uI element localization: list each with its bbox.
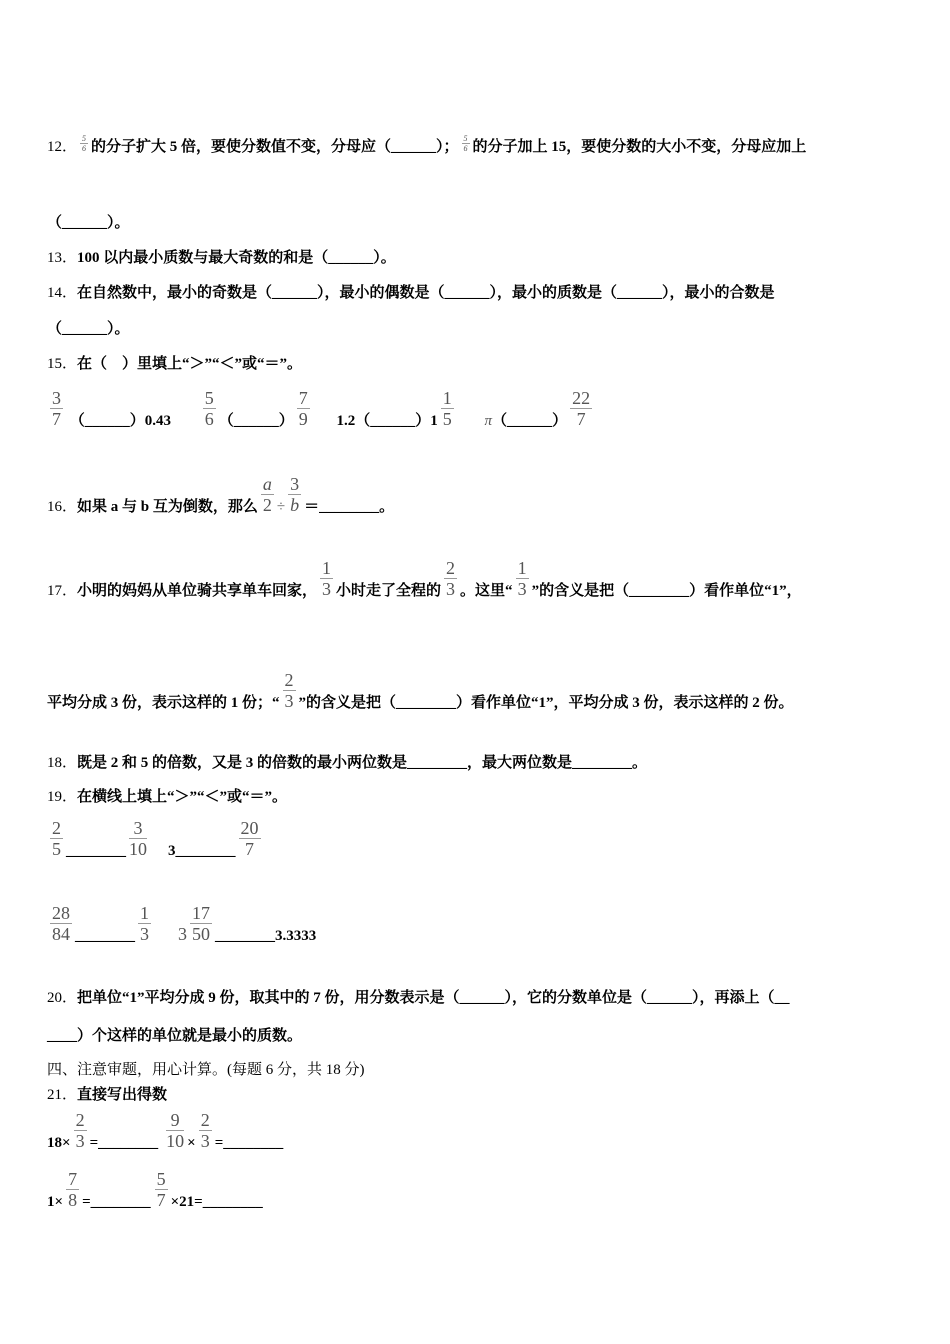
- question-text: 既是 2 和 5 的倍数，又是 3 的倍数的最小两位数是________，最大两位数是________。: [77, 755, 648, 771]
- expression: 18×: [47, 1135, 71, 1151]
- whole-number: 1: [430, 413, 438, 429]
- numerator: 5: [204, 388, 214, 408]
- answer-blank[interactable]: =________: [82, 1194, 151, 1210]
- denominator: 3: [322, 579, 332, 599]
- question-text: ”的含义是把（________）看作单位“1”，: [531, 583, 802, 599]
- answer-blank[interactable]: ________: [175, 843, 236, 859]
- fraction: [138, 903, 151, 944]
- question-15: [47, 355, 302, 373]
- question-number: 13．: [47, 250, 78, 266]
- question-text: 把单位“1”平均分成 9 份，取其中的 7 份，用分数表示是（______），它的分数单位是（______），再添上（__: [77, 990, 790, 1006]
- fraction: [288, 474, 301, 515]
- denominator: 6: [463, 144, 468, 153]
- numerator: 2: [75, 1110, 85, 1130]
- question-number: 20．: [47, 990, 78, 1006]
- answer-blank[interactable]: ×21=________: [170, 1194, 263, 1210]
- denominator: b: [290, 495, 300, 515]
- question-text: 。这里“: [460, 583, 513, 599]
- denominator: 7: [576, 409, 586, 429]
- numerator: 9: [166, 1110, 184, 1131]
- times-sign: ×: [187, 1135, 196, 1151]
- denominator: 3: [75, 1131, 85, 1151]
- numerator: 1: [442, 388, 452, 408]
- question-17: [47, 558, 802, 600]
- denominator: 7: [156, 1190, 166, 1210]
- question-text: 在（ ）里填上“＞”“＜”或“＝”。: [77, 356, 303, 372]
- answer-blank[interactable]: （______）: [492, 413, 568, 429]
- numerator: 1: [517, 558, 527, 578]
- question-text: 如果 a 与 b 互为倒数，那么: [77, 499, 258, 515]
- question-19-row-2: [47, 903, 316, 945]
- question-21: [47, 1086, 167, 1104]
- answer-blank[interactable]: （______）: [69, 413, 145, 429]
- denominator: 10: [166, 1131, 185, 1151]
- question-number: 19．: [47, 789, 78, 805]
- question-number: 21．: [47, 1087, 78, 1103]
- denominator: 9: [298, 409, 308, 429]
- answer-blank[interactable]: ________: [75, 928, 135, 944]
- fraction: [155, 1169, 168, 1210]
- question-14: [47, 284, 775, 302]
- fraction: [444, 558, 457, 599]
- denominator: 50: [192, 924, 210, 944]
- divide-sign: ÷: [276, 499, 286, 515]
- question-number: 17．: [47, 583, 78, 599]
- answer-blank[interactable]: =________: [214, 1135, 284, 1151]
- fraction: [50, 818, 63, 859]
- whole-number: 3: [178, 924, 187, 944]
- question-text: 小明的妈妈从单位骑共享单车回家，: [77, 583, 318, 599]
- denominator: 3: [517, 579, 527, 599]
- fraction: [203, 388, 216, 429]
- fraction: [129, 818, 147, 859]
- numerator: 7: [298, 388, 308, 408]
- denominator: 3: [284, 691, 294, 711]
- denominator: 3: [446, 579, 456, 599]
- question-13: [47, 249, 396, 267]
- denominator: 3: [200, 1131, 210, 1151]
- value: 3: [168, 843, 176, 859]
- numerator: 3: [52, 388, 61, 408]
- fraction: [80, 134, 88, 153]
- numerator: a: [262, 474, 272, 494]
- question-text: 小时走了全程的: [336, 583, 442, 599]
- fraction: [50, 903, 72, 944]
- denominator: 5: [442, 409, 452, 429]
- numerator: 1: [140, 903, 149, 923]
- denominator: 6: [82, 144, 87, 153]
- numerator: 5: [82, 134, 87, 143]
- question-number: 14．: [47, 285, 78, 301]
- denominator: 7: [245, 839, 254, 859]
- fraction: [516, 558, 529, 599]
- question-text: ”的含义是把（________）看作单位“1”，平均分成 3 份，表示这样的 2 份。: [298, 695, 794, 711]
- answer-blank[interactable]: =________: [89, 1135, 159, 1151]
- answer-blank[interactable]: ＝________。: [304, 499, 395, 515]
- question-12: [47, 134, 806, 156]
- fraction: [570, 388, 592, 429]
- value: 0.43: [144, 413, 172, 429]
- numerator: 20: [240, 818, 259, 838]
- question-number: 15．: [47, 356, 78, 372]
- fraction: [297, 388, 310, 429]
- fraction: [50, 388, 63, 429]
- question-text: 直接写出得数: [77, 1087, 168, 1103]
- numerator: 3: [290, 474, 300, 494]
- answer-blank[interactable]: （______）: [218, 413, 294, 429]
- question-19-row-1: [47, 818, 264, 860]
- question-21-row-2: [47, 1169, 263, 1211]
- fraction: [166, 1110, 184, 1151]
- fraction: [66, 1169, 79, 1210]
- value: 1.2: [336, 413, 356, 429]
- answer-blank[interactable]: ________: [66, 843, 126, 859]
- numerator: 5: [156, 1169, 166, 1189]
- fraction: [239, 818, 261, 859]
- denominator: 84: [52, 924, 70, 944]
- question-number: 16．: [47, 499, 78, 515]
- answer-blank[interactable]: ________: [215, 928, 275, 944]
- numerator: 28: [52, 903, 70, 923]
- question-17-cont: [47, 670, 794, 712]
- section-heading: 四、注意审题，用心计算。(每题 6 分，共 18 分): [47, 1062, 365, 1078]
- denominator: 8: [68, 1190, 78, 1210]
- denominator: 5: [52, 839, 61, 859]
- question-20: [47, 989, 790, 1007]
- question-14-cont: （______）。: [47, 321, 130, 337]
- numerator: 5: [463, 134, 468, 143]
- question-text: 100 以内最小质数与最大奇数的和是（______）。: [77, 250, 396, 266]
- question-21-row-1: [47, 1110, 283, 1152]
- numerator: 7: [68, 1169, 78, 1189]
- question-text: 在自然数中，最小的奇数是（______），最小的偶数是（______），最小的质数是（______），最小的合数是: [77, 285, 775, 301]
- answer-blank[interactable]: （______）: [355, 413, 431, 429]
- denominator: 10: [129, 839, 147, 859]
- question-text: 平均分成 3 份，表示这样的 1 份；“: [47, 695, 280, 711]
- denominator: 2: [262, 495, 272, 515]
- question-15-items: [47, 388, 595, 430]
- fraction: [74, 1110, 87, 1151]
- value: 3.3333: [275, 928, 317, 944]
- question-text: 在横线上填上“＞”“＜”或“＝”。: [77, 789, 288, 805]
- question-19: [47, 788, 287, 806]
- question-number: 18．: [47, 755, 78, 771]
- fraction: [199, 1110, 212, 1151]
- fraction: [190, 903, 212, 944]
- pi-symbol: π: [484, 413, 493, 429]
- question-16: [47, 474, 394, 516]
- numerator: 3: [129, 818, 147, 839]
- numerator: 2: [446, 558, 456, 578]
- question-20-cont: ____）个这样的单位就是最小的质数。: [47, 1028, 303, 1044]
- expression: 1×: [47, 1194, 64, 1210]
- question-number: 12．: [47, 139, 78, 155]
- numerator: 2: [284, 670, 294, 690]
- fraction: [261, 474, 274, 515]
- question-18: [47, 754, 647, 772]
- fraction: [320, 558, 333, 599]
- numerator: 1: [322, 558, 332, 578]
- numerator: 22: [572, 388, 591, 408]
- fraction: [462, 134, 470, 153]
- denominator: 6: [204, 409, 214, 429]
- numerator: 2: [52, 818, 61, 838]
- fraction: [441, 388, 454, 429]
- fraction: [283, 670, 296, 711]
- denominator: 3: [140, 924, 149, 944]
- question-text: 的分子扩大 5 倍，要使分数值不变，分母应（______）；: [91, 139, 459, 155]
- denominator: 7: [52, 409, 61, 429]
- question-text: 的分子加上 15，要使分数的大小不变，分母应加上: [472, 139, 807, 155]
- numerator: 17: [192, 903, 210, 923]
- numerator: 2: [200, 1110, 210, 1130]
- question-12-cont: （______）。: [47, 215, 130, 231]
